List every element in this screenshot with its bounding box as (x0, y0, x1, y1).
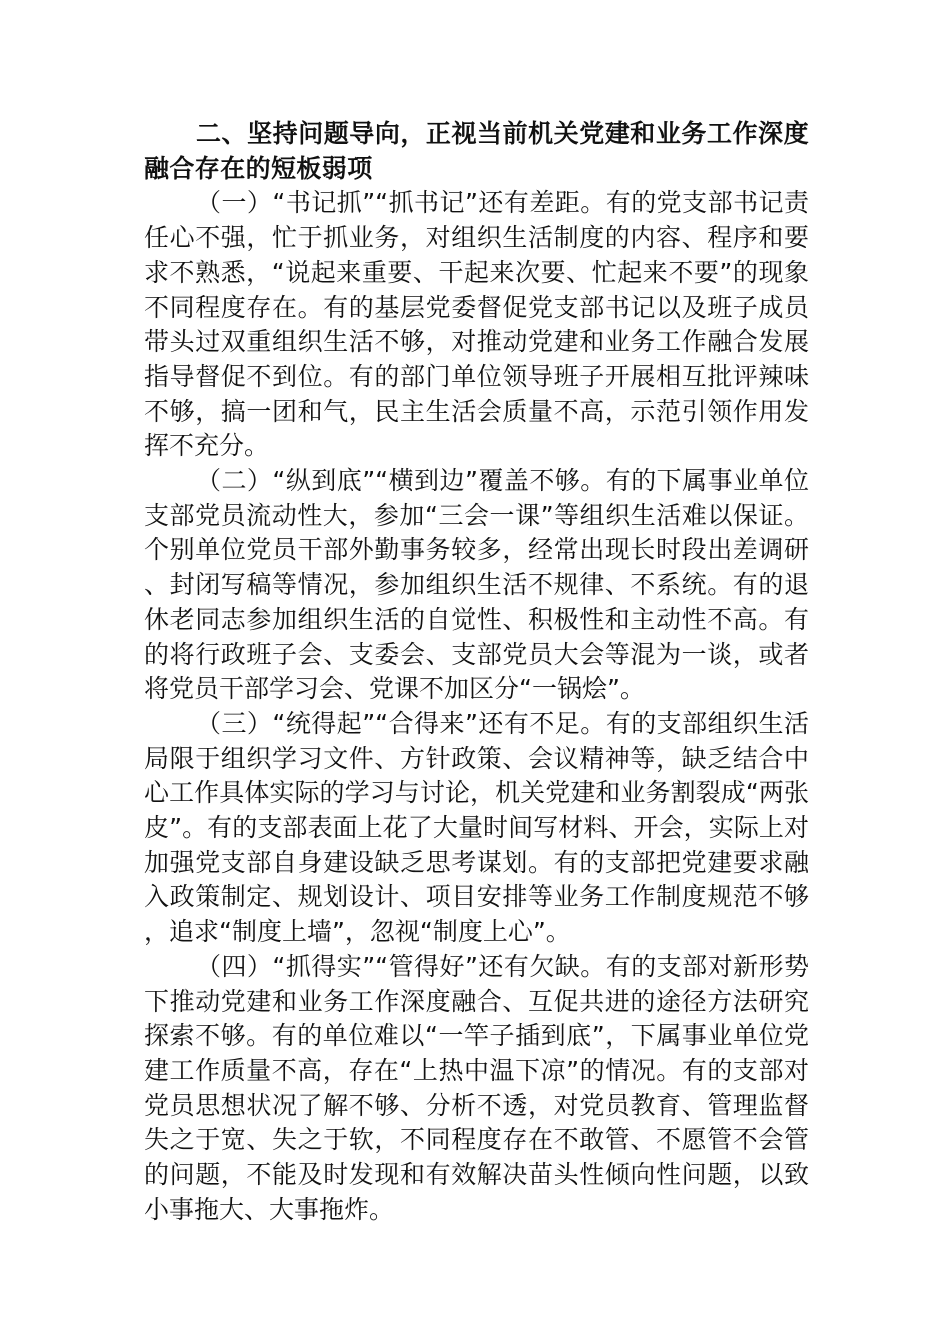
paragraph-2: （二）“纵到底”“横到边”覆盖不够。有的下属事业单位支部党员流动性大，参加“三会一课”等组织生活难以保证。个别单位党员干部外勤事务较多，经常出现长时段出差调研、封闭写稿等情况，参加组织生活不规律、不系统。有的退休老同志参加组织生活的自觉性、积极性和主动性不高。有的将行政班子会、支委会、支部党员大会等混为一谈，或者将党员干部学习会、党课不加区分“一锅烩”。 (144, 466, 809, 704)
document-body (144, 117, 809, 1228)
paragraph-4: （四）“抓得实”“管得好”还有欠缺。有的支部对新形势下推动党建和业务工作深度融合、互促共进的途径方法研究探索不够。有的单位难以“一竿子插到底”，下属事业单位党建工作质量不高，存在“上热中温下凉”的情况。有的支部对党员思想状况了解不够、分析不透，对党员教育、管理监督失之于宽、失之于软，不同程度存在不敢管、不愿管不会管的问题，不能及时发现和有效解决苗头性倾向性问题，以致小事拖大、大事拖炸。 (144, 951, 809, 1224)
paragraph-3: （三）“统得起”“合得来”还有不足。有的支部组织生活局限于组织学习文件、方针政策、会议精神等，缺乏结合中心工作具体实际的学习与讨论，机关党建和业务割裂成“两张皮”。有的支部表面上花了大量时间写材料、开会，实际上对加强党支部自身建设缺乏思考谋划。有的支部把党建要求融入政策制定、规划设计、项目安排等业务工作制度规范不够，追求“制度上墙”，忽视“制度上心”。 (144, 708, 809, 947)
paragraph-1: （一）“书记抓”“抓书记”还有差距。有的党支部书记责任心不强，忙于抓业务，对组织生活制度的内容、程序和要求不熟悉，“说起来重要、干起来次要、忙起来不要”的现象不同程度存在。有的基层党委督促党支部书记以及班子成员带头过双重组织生活不够，对推动党建和业务工作融合发展指导督促不到位。有的部门单位领导班子开展相互批评辣味不够，搞一团和气，民主生活会质量不高，示范引领作用发挥不充分。 (144, 188, 809, 461)
section-heading: 二、坚持问题导向，正视当前机关党建和业务工作深度融合存在的短板弱项 (144, 119, 809, 183)
